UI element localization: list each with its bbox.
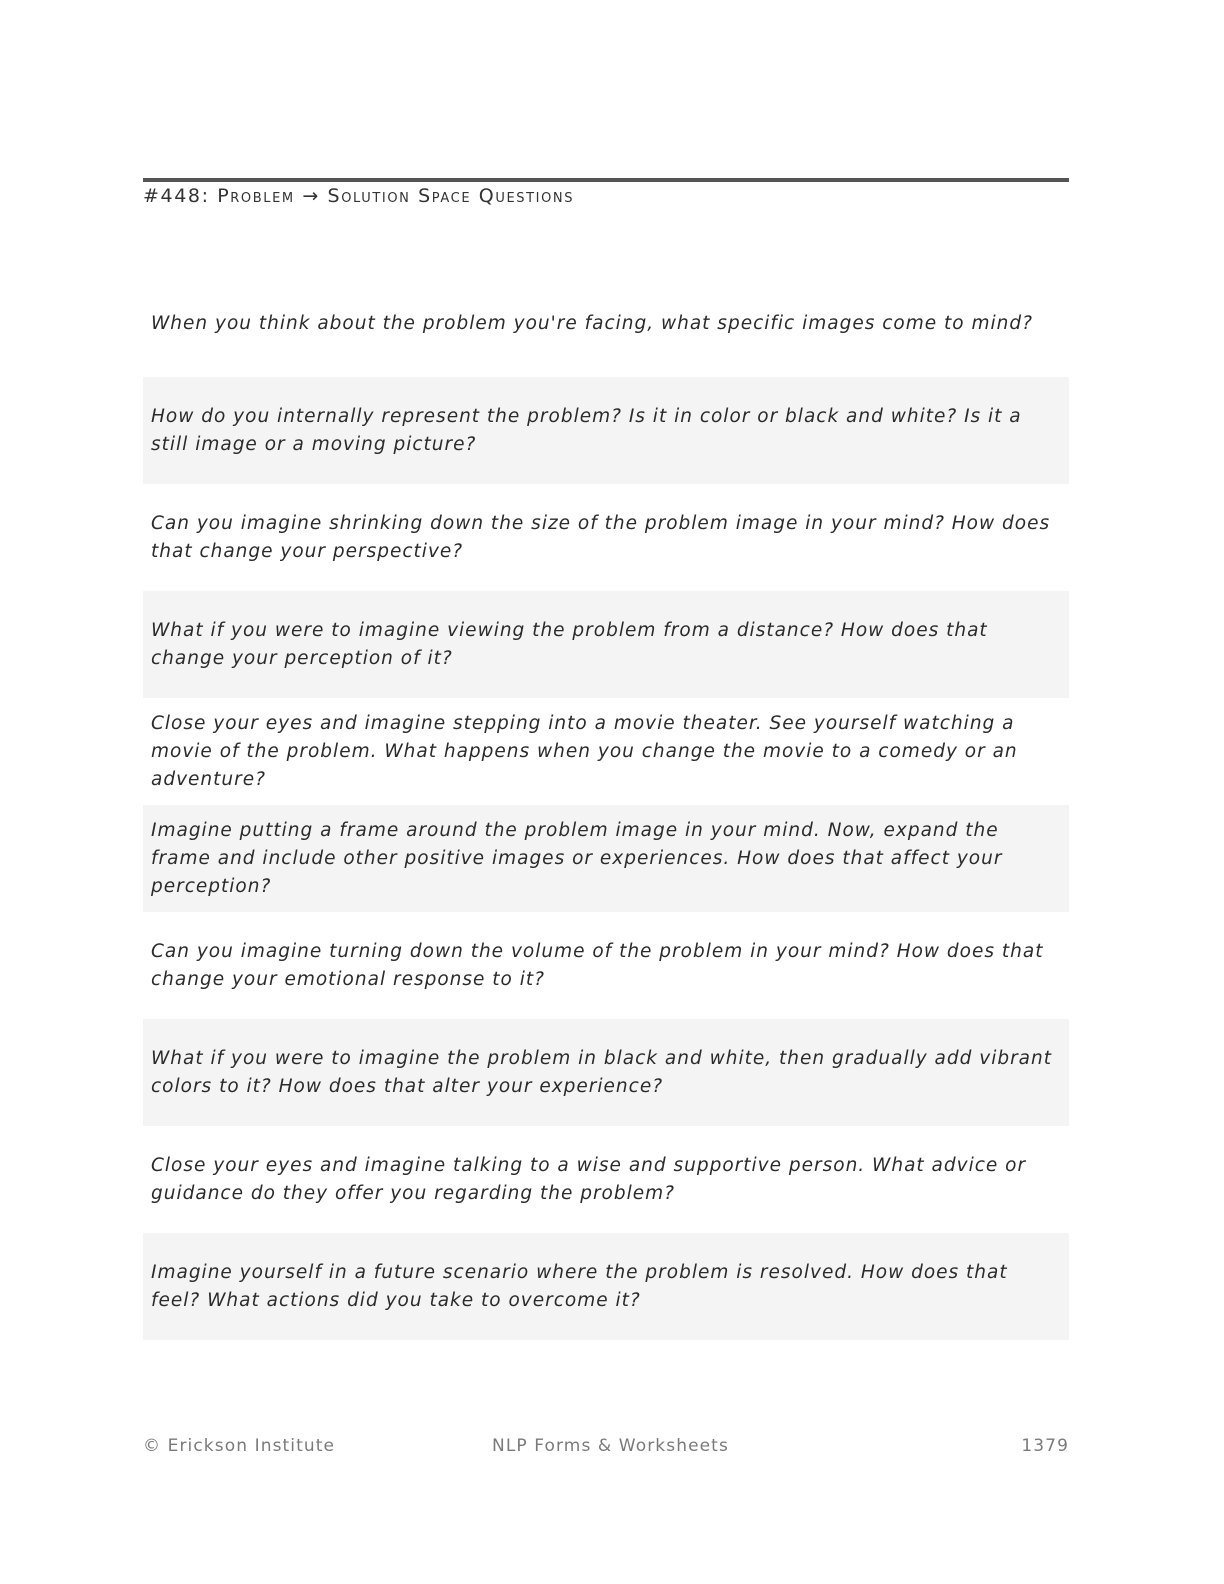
question-row — [143, 270, 1069, 377]
question-text: How do you internally represent the problem? Is it in color or black and white? Is it a still image or a moving picture? — [151, 405, 1022, 455]
question-text: What if you were to imagine the problem in black and white, then gradually add vibrant colors to it? How does that alter your experience? — [151, 1047, 1053, 1097]
footer-page-number: 1379 — [1021, 1436, 1069, 1456]
question-text: Close your eyes and imagine talking to a wise and supportive person. What advice or guidance do they offer you regarding the problem? — [151, 1154, 1027, 1204]
question-row — [143, 1126, 1069, 1233]
question-text: Can you imagine turning down the volume of the problem in your mind? How does that change your emotional response to it? — [151, 940, 1044, 990]
question-text: Close your eyes and imagine stepping into a movie theater. See yourself watching a movie of the problem. What happens when you change the movie to a comedy or an adventure? — [151, 712, 1018, 790]
footer-publication: NLP Forms & Worksheets — [492, 1436, 729, 1456]
question-list — [143, 270, 1069, 1340]
page-title — [143, 185, 574, 207]
question-row — [143, 591, 1069, 698]
question-text: When you think about the problem you're facing, what specific images come to mind? — [151, 312, 1033, 334]
question-text: Can you imagine shrinking down the size of the problem image in your mind? How does that change your perspective? — [151, 512, 1051, 562]
question-row — [143, 698, 1069, 805]
question-row — [143, 377, 1069, 484]
question-row — [143, 484, 1069, 591]
question-text: What if you were to imagine viewing the problem from a distance? How does that change your perception of it? — [151, 619, 988, 669]
question-row — [143, 805, 1069, 912]
header-rule — [143, 178, 1069, 182]
question-row — [143, 1019, 1069, 1126]
worksheet-title: Problem → Solution Space Questions — [217, 185, 575, 207]
question-row — [143, 1233, 1069, 1340]
question-row — [143, 912, 1069, 1019]
question-text: Imagine putting a frame around the problem image in your mind. Now, expand the frame and include other positive images or experiences. How does that affect your perception? — [151, 819, 1003, 897]
footer-copyright: © Erickson Institute — [143, 1436, 336, 1456]
worksheet-number: #448: — [143, 185, 210, 207]
question-text: Imagine yourself in a future scenario where the problem is resolved. How does that feel? What actions did you take to overcome it? — [151, 1261, 1008, 1311]
